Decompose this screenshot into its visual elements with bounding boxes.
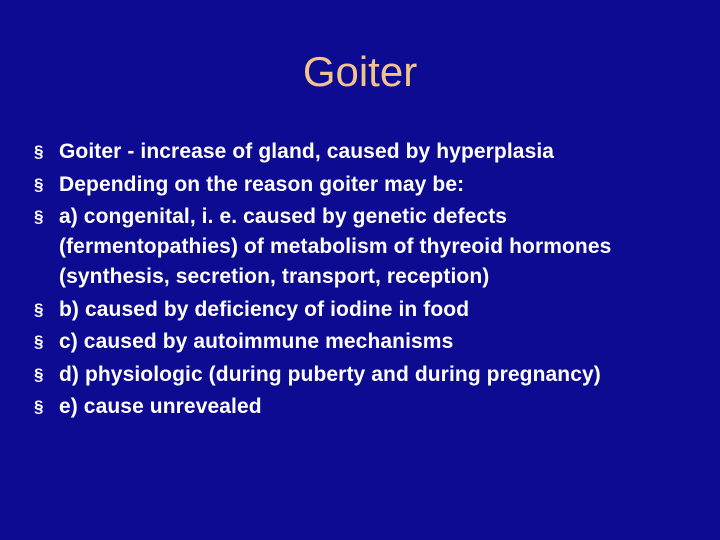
bullet-line: Goiter - increase of gland, caused by hyperplasia (59, 140, 555, 163)
bullet-text (59, 392, 704, 422)
bullet-line: (synthesis, secretion, transport, reception) (59, 265, 490, 288)
bullet-marker-icon: § (34, 332, 44, 351)
bullet-item-iodine-deficiency (34, 295, 704, 325)
bullet-line: Depending on the reason goiter may be: (59, 172, 465, 196)
bullet-item-physiologic (34, 360, 704, 390)
slide-title: Goiter (302, 48, 418, 95)
bullet-item-goiter-definition (34, 137, 704, 167)
bullet-marker-icon: § (34, 142, 44, 161)
bullet-marker-icon: § (34, 397, 44, 416)
bullet-text (59, 170, 704, 200)
bullet-marker-icon: § (34, 364, 44, 384)
bullet-text (59, 360, 704, 390)
bullet-line: c) caused by autoimmune mechanisms (59, 330, 454, 353)
bullet-list (34, 137, 704, 425)
bullet-text (59, 327, 704, 357)
bullet-marker-icon: § (34, 299, 44, 319)
bullet-marker-icon: § (34, 207, 44, 226)
bullet-line: b) caused by deficiency of iodine in food (59, 297, 470, 321)
bullet-text (59, 202, 704, 292)
bullet-item-goiter-types-intro (34, 170, 704, 200)
bullet-line: e) cause unrevealed (59, 395, 262, 418)
bullet-line: d) physiologic (during puberty and during pregnancy) (59, 362, 601, 386)
bullet-line: a) congenital, i. e. caused by genetic defects (59, 205, 508, 228)
bullet-item-unrevealed-cause (34, 392, 704, 422)
bullet-text (59, 295, 704, 325)
bullet-marker-icon: § (34, 174, 44, 194)
bullet-item-autoimmune (34, 327, 704, 357)
bullet-text (59, 137, 704, 167)
bullet-line: (fermentopathies) of metabolism of thyreoid hormones (59, 235, 612, 258)
bullet-item-congenital (34, 202, 704, 292)
